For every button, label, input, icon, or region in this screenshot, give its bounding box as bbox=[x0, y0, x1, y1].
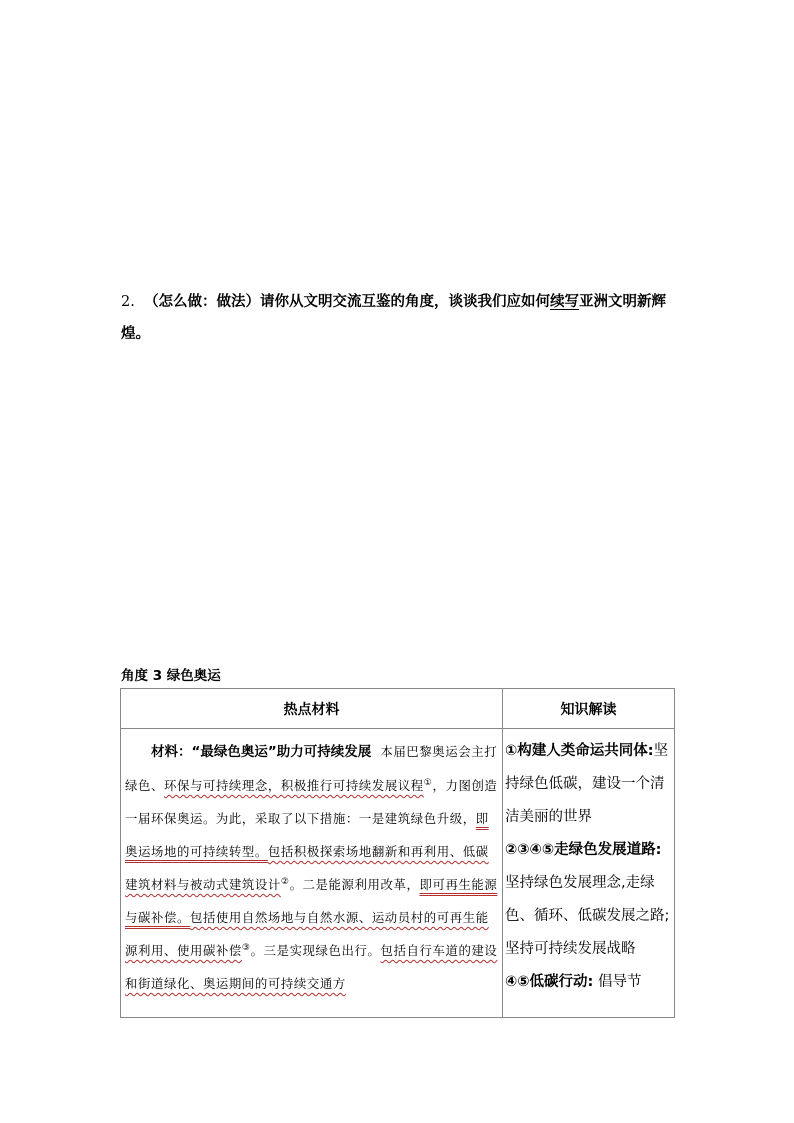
material-text bbox=[121, 729, 502, 1017]
knowledge-item-2-text: 坚持绿色发展理念,走绿色、循环、低碳发展之路; 坚持可持续发展战略 bbox=[505, 875, 670, 957]
question-2 bbox=[121, 286, 677, 350]
knowledge-text bbox=[503, 729, 674, 1017]
table-row bbox=[121, 729, 675, 1018]
footnote-3: ③ bbox=[241, 942, 251, 953]
material-label: 材料： bbox=[151, 744, 192, 760]
material-p1: 本届巴黎奥运会主打绿色、 bbox=[125, 744, 498, 793]
knowledge-item-3-text: 倡导节 bbox=[593, 974, 642, 990]
knowledge-item-3-title: ④⑤低碳行动: bbox=[505, 974, 594, 990]
material-p8: 包括使用自然场地与自然水源、运动员村的可再生能源利用、使用碳补偿 bbox=[125, 910, 489, 958]
knowledge-item-2 bbox=[505, 842, 669, 957]
knowledge-item-3 bbox=[505, 974, 641, 990]
material-p9: 。三是实现绿色出行。 bbox=[250, 943, 381, 958]
table-header-row bbox=[121, 689, 675, 729]
material-p6: 。二是能源利用改革， bbox=[289, 877, 420, 892]
material-title: “最绿色奥运”助力可持续发展 bbox=[191, 744, 372, 760]
question-text-end: 亚洲文明新辉煌。 bbox=[121, 293, 667, 342]
question-text: （怎么做：做法）请你从文明交流互鉴的角度，谈谈我们应如何 bbox=[144, 293, 551, 310]
knowledge-item-1-title: ①构建人类命运共同体: bbox=[505, 743, 654, 759]
question-emphasis: 续写 bbox=[550, 293, 580, 310]
header-material: 热点材料 bbox=[121, 689, 503, 729]
hot-topic-table bbox=[120, 688, 675, 1018]
material-p2: 环保与可持续理念，积极推行可持续发展议程 bbox=[163, 778, 424, 793]
material-p7: 即可再生能源与碳补偿。 bbox=[125, 877, 498, 925]
material-p5: 包括积极探索场地翻新和再利用、低碳建筑材料与被动式建筑设计 bbox=[125, 844, 489, 892]
material-p4: 即奥运场地的可持续转型。 bbox=[125, 811, 489, 859]
knowledge-cell bbox=[503, 729, 675, 1018]
section-title: 角度 3 绿色奥运 bbox=[121, 668, 221, 684]
footnote-2: ② bbox=[280, 876, 290, 887]
knowledge-item-1 bbox=[505, 743, 668, 825]
header-knowledge: 知识解读 bbox=[503, 689, 675, 729]
knowledge-item-2-title: ②③④⑤走绿色发展道路: bbox=[505, 842, 662, 858]
question-number: 2. bbox=[121, 294, 135, 310]
material-p10: 包括自行车道的建设和街道绿化、奥运期间的可持续交通方 bbox=[125, 943, 498, 991]
material-p3: ，力图创造一届环保奥运。为此，采取了以下措施：一是建筑绿色升级， bbox=[125, 778, 498, 826]
footnote-1: ① bbox=[423, 777, 433, 788]
material-cell bbox=[121, 729, 503, 1018]
knowledge-item-1-text: 坚持绿色低碳，建设一个清洁美丽的世界 bbox=[505, 743, 669, 825]
